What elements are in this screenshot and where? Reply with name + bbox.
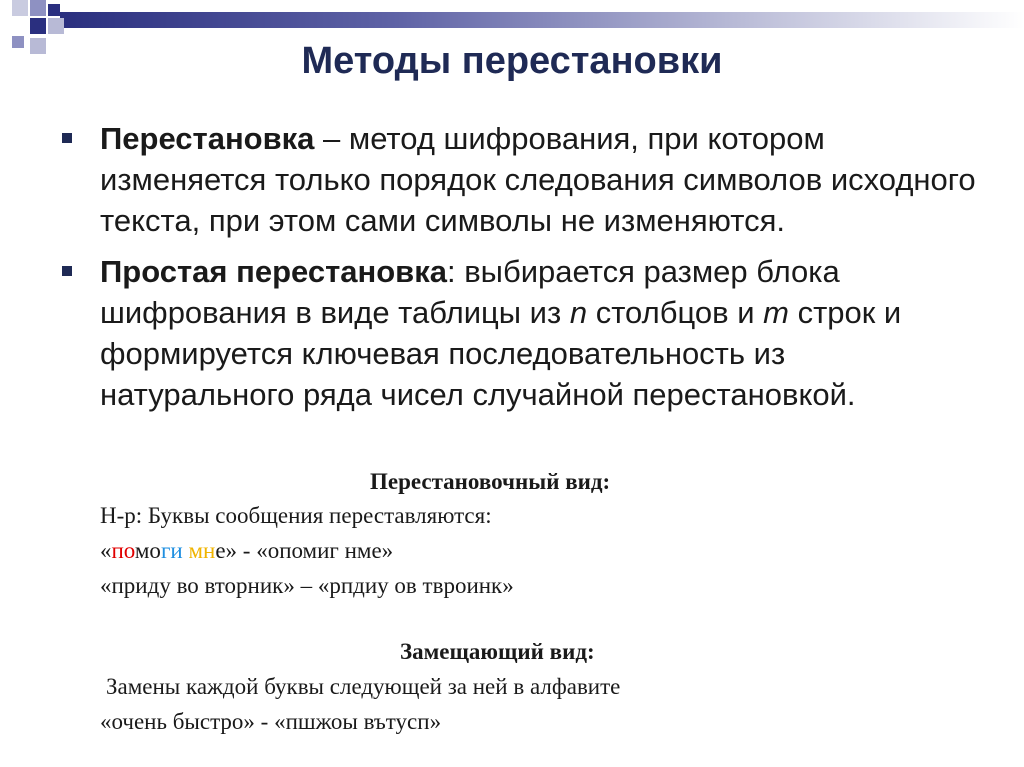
- deco-square: [30, 18, 46, 34]
- term-permutation: Перестановка: [100, 121, 315, 156]
- example-result: » - «опомиг нме»: [225, 538, 394, 563]
- example-1: [100, 538, 393, 564]
- deco-square: [30, 0, 46, 16]
- definition-part: строк и формируется ключевая последовательность из натурального ряда чисел случайной перестановкой.: [100, 295, 902, 412]
- header-gradient-bar: [60, 12, 1024, 28]
- quote-open: «: [100, 538, 112, 563]
- slide-title: Методы перестановки: [301, 40, 723, 82]
- substitution-example: «очень быстро» - «пшжоы вътусп»: [100, 709, 442, 734]
- definition-part: : выбирается размер блока шифрования в виде таблицы из: [100, 254, 840, 330]
- example-chunk: ги: [160, 538, 183, 563]
- bullet-marker-icon: [62, 133, 72, 143]
- deco-square: [48, 4, 60, 16]
- example-chunk: по: [111, 538, 135, 563]
- bullet-permutation: [60, 118, 980, 241]
- example-intro: Н-р: Буквы сообщения переставляются:: [100, 503, 492, 528]
- deco-square: [12, 0, 28, 16]
- example-2: «приду во вторник» – «рпдиу ов твроинк»: [100, 573, 514, 598]
- example-chunk: мн: [182, 538, 216, 563]
- example-chunk: е: [215, 538, 226, 563]
- bullet-marker-icon: [62, 266, 72, 276]
- term-simple-permutation: Простая перестановка: [100, 254, 447, 289]
- heading-substitution-type: Замещающий вид:: [400, 639, 595, 664]
- example-chunk: мо: [134, 538, 161, 563]
- deco-square: [48, 18, 64, 34]
- bullet-list: [60, 118, 980, 425]
- definition-permutation: – метод шифрования, при котором изменяется только порядок следования символов исходного текста, при этом сами символы не изменяются.: [100, 121, 976, 238]
- definition-part: столбцов и: [587, 295, 764, 330]
- bullet-simple-permutation: [60, 251, 980, 415]
- heading-permutation-type: Перестановочный вид:: [370, 469, 611, 494]
- var-n: n: [569, 295, 588, 330]
- var-m: m: [763, 295, 789, 330]
- substitution-rule: Замены каждой буквы следующей за ней в алфавите: [106, 674, 621, 699]
